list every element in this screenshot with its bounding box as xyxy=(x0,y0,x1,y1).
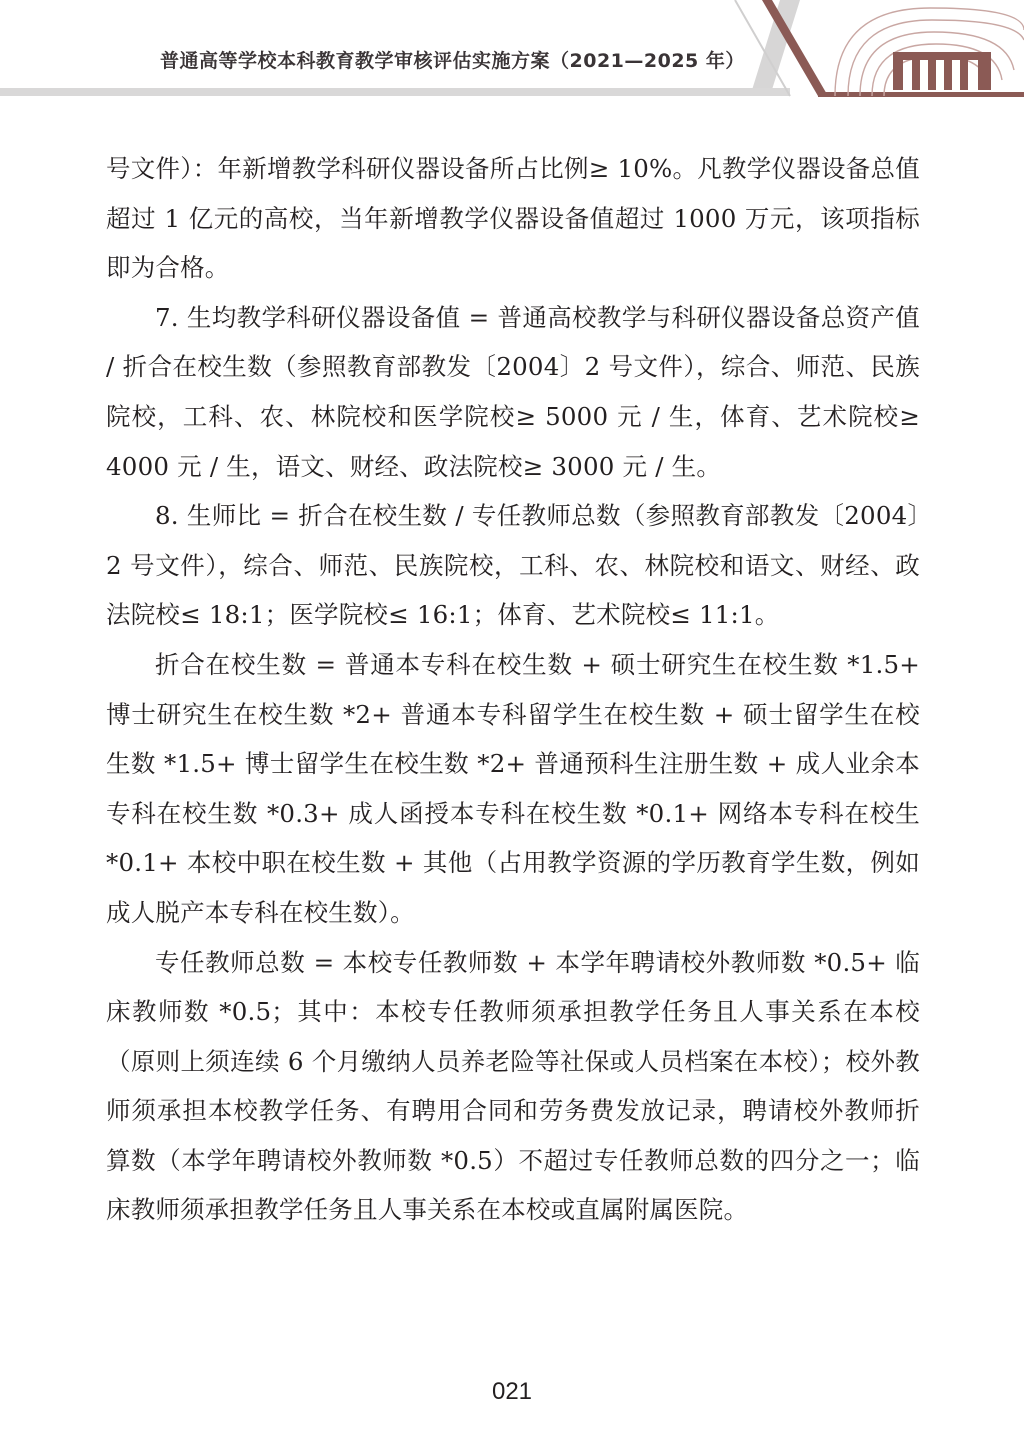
page-number: 021 xyxy=(491,1378,533,1405)
body-paragraph: 8. 生师比 = 折合在校生数 / 专任教师总数（参照教育部教发〔2004〕2 号文件），综合、师范、民族院校，工科、农、林院校和语文、财经、政法院校≤ 18:1；医学院校≤ 16:1；体育、艺术院校≤ 11:1。 xyxy=(106,501,920,630)
body-paragraph: 专任教师总数 = 本校专任教师数 + 本学年聘请校外教师数 *0.5+ 临床教师数 *0.5；其中：本校专任教师须承担教学任务且人事关系在本校（原则上须连续 6 个月缴纳人员养老险等社保或人员档案在本校）；校外教师须承担本校教学任务、有聘用合同和劳务费发放记录，聘请校外教师折算数（本学年聘请校外教师数 *0.5）不超过专任教师总数的四分之一；临床教师须承担教学任务且人事关系在本校或直属附属医院。 xyxy=(106,947,920,1225)
building-gate-icon xyxy=(893,52,991,90)
header-title: 普通高等学校本科教育教学审核评估实施方案（2021—2025 年） xyxy=(160,50,745,72)
page-header xyxy=(0,0,1024,100)
body-paragraph: 7. 生均教学科研仪器设备值 = 普通高校教学与科研仪器设备总资产值 / 折合在校生数（参照教育部教发〔2004〕2 号文件），综合、师范、民族院校，工科、农、林院校和医学院校≥ 5000 元 / 生，体育、艺术院校≥ 4000 元 / 生，语文、财经、政法院校≥ 3000 元 / 生。 xyxy=(106,302,920,481)
document-body xyxy=(106,144,920,1235)
body-paragraph: 号文件）：年新增教学科研仪器设备所占比例≥ 10%。凡教学仪器设备总值超过 1 亿元的高校，当年新增教学仪器设备值超过 1000 万元，该项指标即为合格。 xyxy=(106,154,920,283)
body-paragraph: 折合在校生数 = 普通本专科在校生数 + 硕士研究生在校生数 *1.5+ 博士研究生在校生数 *2+ 普通本专科留学生在校生数 + 硕士留学生在校生数 *1.5+ 博士留学生在校生数 *2+ 普通预科生注册生数 + 成人业余本专科在校生数 *0.3+ 成人函授本专科在校生数 *0.1+ 网络本专科在校生 *0.1+ 本校中职在校生数 + 其他（占用教学资源的学历教育学生数，例如成人脱产本专科在校生数）。 xyxy=(106,649,920,927)
